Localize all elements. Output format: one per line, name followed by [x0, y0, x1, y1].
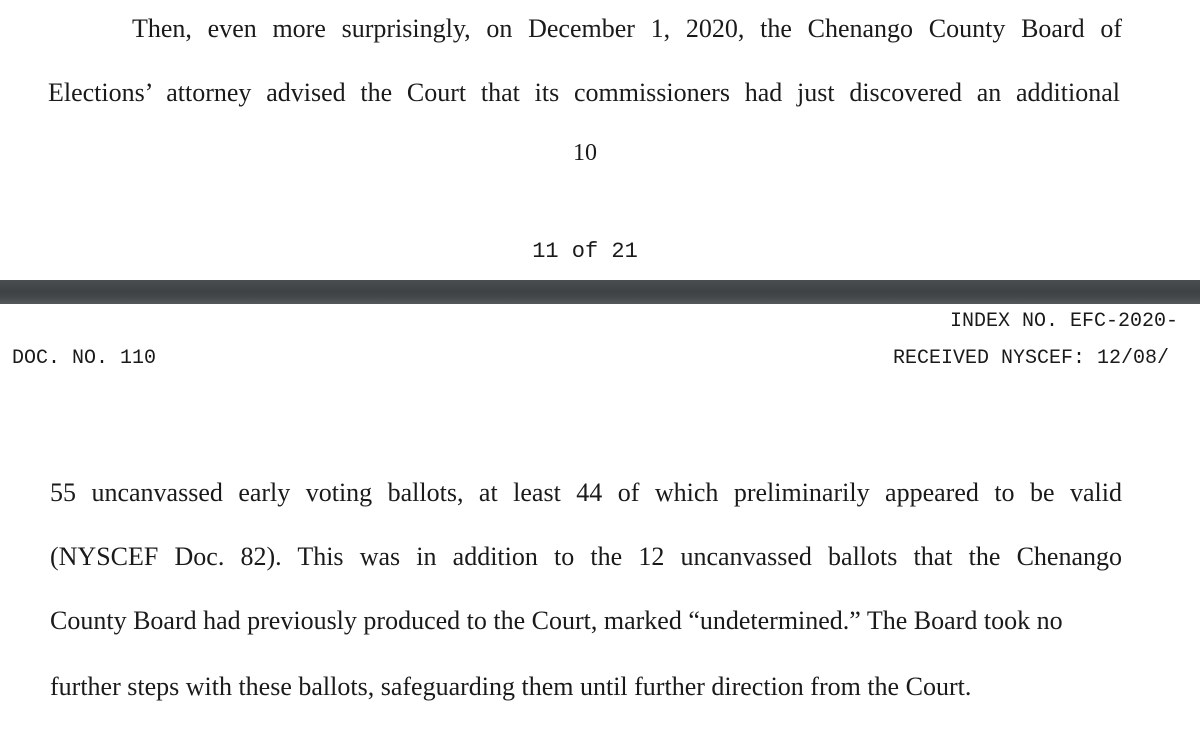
lower-page — [0, 304, 1200, 733]
body-text-line: 55 uncanvassed early voting ballots, at least 44 of which preliminarily appeared to be valid — [50, 478, 1122, 507]
body-text-line: County Board had previously produced to the Court, marked “undetermined.” The Board took no — [50, 606, 1063, 635]
body-text-line: Elections’ attorney advised the Court that its commissioners had just discovered an additional — [48, 78, 1120, 107]
page-counter: 11 of 21 — [532, 239, 638, 264]
page-number: 10 — [573, 140, 597, 166]
upper-page — [0, 0, 1200, 280]
doc-number: DOC. NO. 110 — [12, 347, 157, 370]
body-text-line: Then, even more surprisingly, on December 1, 2020, the Chenango County Board of — [132, 14, 1122, 43]
body-text-line: further steps with these ballots, safeguarding them until further direction from the Court. — [50, 672, 972, 701]
index-number: INDEX NO. EFC-2020- — [950, 310, 1179, 333]
body-text-line: (NYSCEF Doc. 82). This was in addition to the 12 uncanvassed ballots that the Chenango — [50, 542, 1122, 571]
page-separator — [0, 280, 1200, 304]
received-nyscef: RECEIVED NYSCEF: 12/08/ — [893, 347, 1170, 370]
